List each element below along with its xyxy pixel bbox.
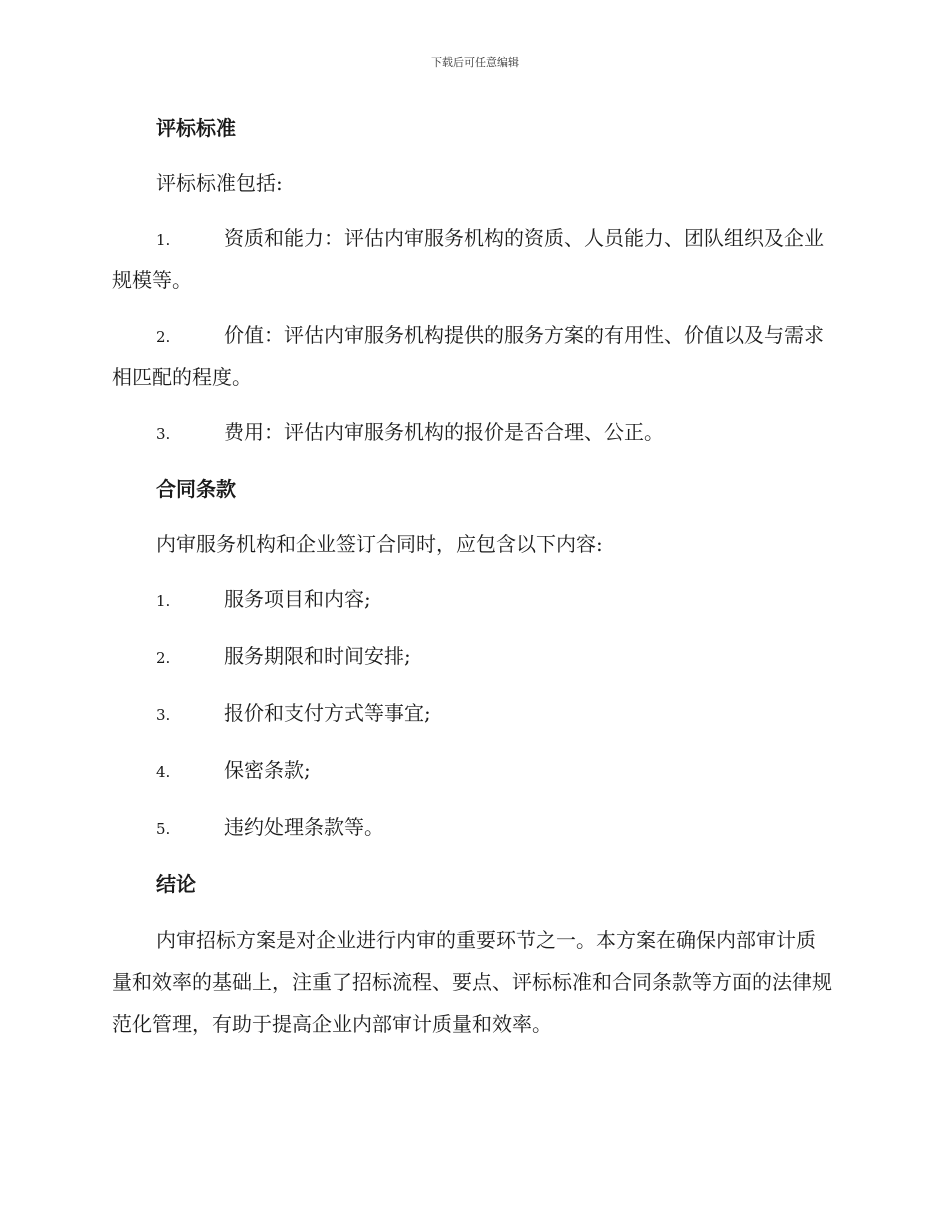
contract-intro: 内审服务机构和企业签订合同时，应包含以下内容:	[156, 532, 603, 556]
list-number: 3.	[156, 706, 171, 724]
list-item	[112, 579, 834, 621]
list-item	[112, 315, 834, 397]
evaluation-intro: 评标标准包括:	[156, 171, 283, 195]
header-note: 下载后可任意编辑	[431, 56, 519, 69]
list-text: 保密条款;	[224, 758, 311, 782]
list-number: 3.	[156, 425, 171, 443]
list-item	[112, 693, 834, 735]
list-text: 价值：评估内审服务机构提供的服务方案的有用性、价值以及与需求相匹配的程度。	[112, 323, 824, 389]
list-number: 1.	[156, 231, 171, 249]
list-item	[112, 218, 834, 300]
list-number: 5.	[156, 820, 171, 838]
document-body	[112, 108, 834, 1045]
list-text: 服务项目和内容;	[224, 587, 371, 611]
list-item	[112, 750, 834, 792]
list-item	[112, 412, 834, 454]
section-title-conclusion: 结论	[156, 872, 196, 896]
list-number: 4.	[156, 763, 171, 781]
section-title-contract-terms: 合同条款	[156, 477, 236, 501]
list-text: 费用：评估内审服务机构的报价是否合理、公正。	[224, 420, 664, 444]
list-text: 报价和支付方式等事宜;	[224, 701, 431, 725]
list-text: 资质和能力：评估内审服务机构的资质、人员能力、团队组织及企业规模等。	[112, 226, 824, 292]
list-number: 2.	[156, 649, 171, 667]
list-number: 2.	[156, 328, 171, 346]
list-number: 1.	[156, 592, 171, 610]
conclusion-paragraph: 内审招标方案是对企业进行内审的重要环节之一。本方案在确保内部审计质量和效率的基础上，注重了招标流程、要点、评标标准和合同条款等方面的法律规范化管理，有助于提高企业内部审计质量和效率。	[112, 928, 832, 1036]
list-text: 服务期限和时间安排;	[224, 644, 411, 668]
list-item	[112, 636, 834, 678]
list-item	[112, 807, 834, 849]
list-text: 违约处理条款等。	[224, 815, 384, 839]
section-title-evaluation-criteria: 评标标准	[156, 116, 236, 140]
